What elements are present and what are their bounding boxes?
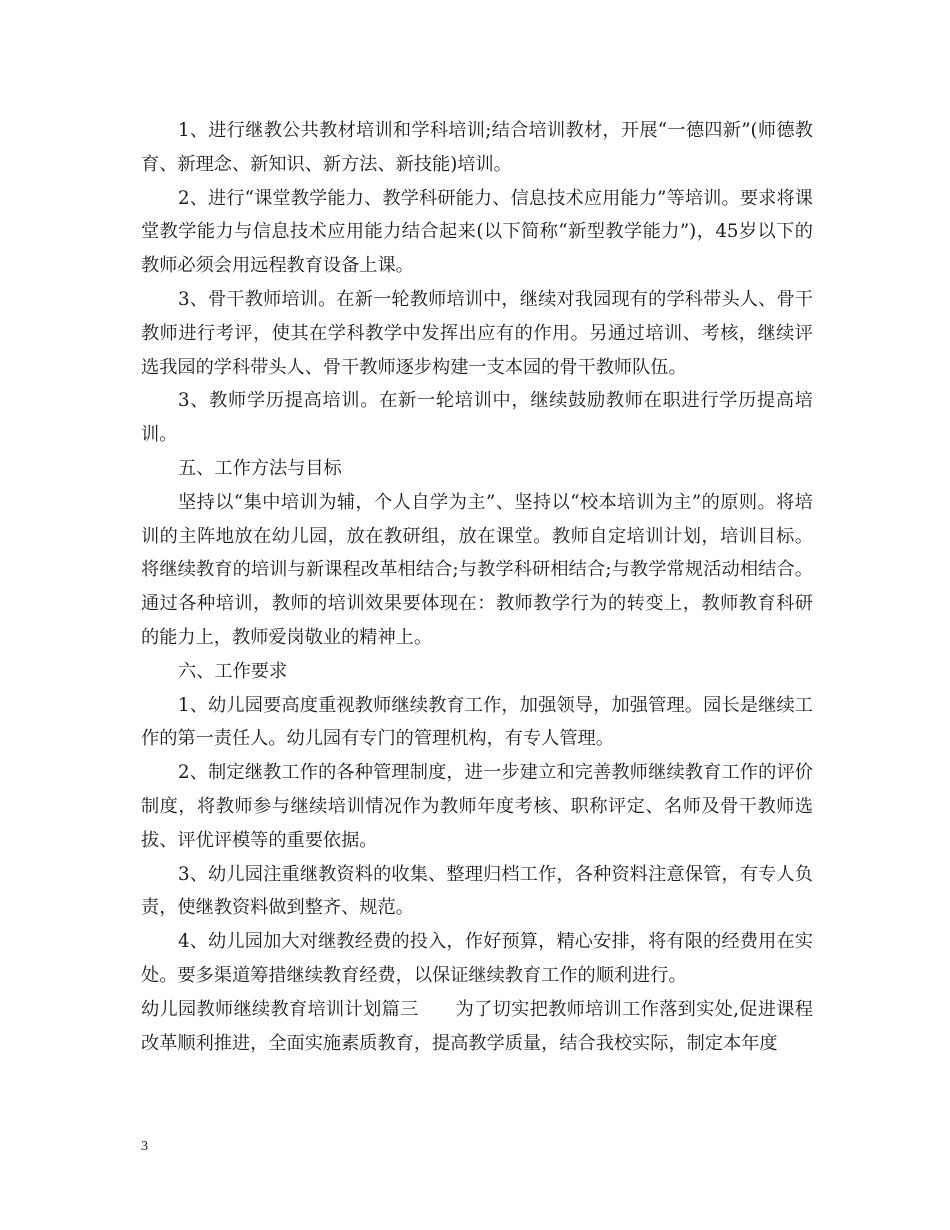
paragraph-item-3: 3、骨干教师培训。在新一轮教师培训中，继续对我园现有的学科带头人、骨干教师进行考评，使其在学科教学中发挥出应有的作用。另通过培训、考核，继续评选我园的学科带头人、骨干教师逐步构建一支本园的骨干教师队伍。 [141,288,813,378]
requirement-item-2: 2、制定继教工作的各种管理制度，进一步建立和完善教师继续教育工作的评价制度，将教师参与继续培训情况作为教师年度考核、职称评定、名师及骨干教师选拔、评优评模等的重要依据。 [141,762,813,851]
paragraph-item-4: 3、教师学历提高培训。在新一轮培训中，继续鼓励教师在职进行学历提高培训。 [141,390,813,446]
next-section-intro: 幼儿园教师继续教育培训计划篇三 为了切实把教师培训工作落到实处,促进课程改革顺利推进，全面实施素质教育，提高教学质量，结合我校实际，制定本年度 [141,998,813,1054]
document-body [141,114,813,1060]
paragraph-item-1: 1、进行继教公共教材培训和学科培训;结合培训教材，开展“一德四新”(师德教育、新理念、新知识、新方法、新技能)培训。 [141,120,813,175]
requirement-item-3: 3、幼儿园注重继教资料的收集、整理归档工作，各种资料注意保管，有专人负责，使继教资料做到整齐、规范。 [141,863,813,919]
requirement-item-1: 1、幼儿园要高度重视教师继续教育工作，加强领导，加强管理。园长是继续工作的第一责任人。幼儿园有专门的管理机构，有专人管理。 [141,694,813,750]
section-heading-methods: 五、工作方法与目标 [178,457,342,479]
page-number: 3 [141,1139,148,1154]
requirement-item-4: 4、幼儿园加大对继教经费的投入，作好预算，精心安排，将有限的经费用在实处。要多渠道筹措继续教育经费，以保证继续教育工作的顺利进行。 [141,931,813,986]
section-heading-requirements: 六、工作要求 [178,660,288,682]
paragraph-item-2: 2、进行“课堂教学能力、教学科研能力、信息技术应用能力”等培训。要求将课堂教学能力与信息技术应用能力结合起来(以下简称“新型教学能力”)，45岁以下的教师必须会用远程教育设备上课。 [141,187,813,277]
paragraph-methods: 坚持以“集中培训为辅，个人自学为主”、坚持以“校本培训为主”的原则。将培训的主阵地放在幼儿园，放在教研组，放在课堂。教师自定培训计划，培训目标。将继续教育的培训与新课程改革相结合;与教学科研相结合;与教学常规活动相结合。通过各种培训，教师的培训效果要体现在：教师教学行为的转变上，教师教育科研的能力上，教师爱岗敬业的精神上。 [141,491,813,648]
